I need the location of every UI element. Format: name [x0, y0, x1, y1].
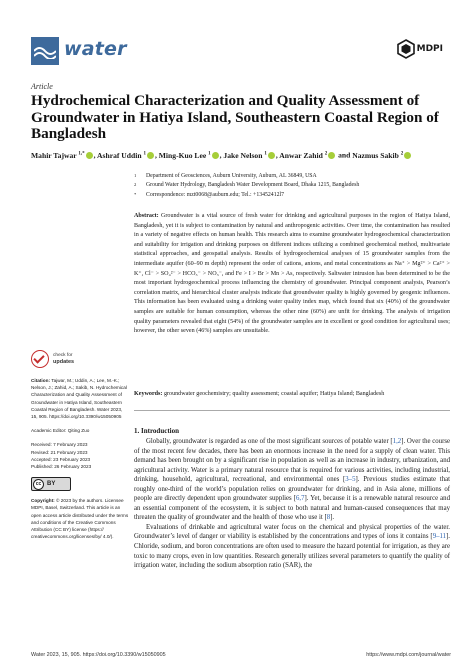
affiliations [134, 172, 450, 200]
section-heading: 1. Introduction [134, 427, 179, 435]
check-circle-icon [31, 350, 49, 368]
journal-header [31, 36, 443, 70]
article-sidebar [31, 350, 129, 547]
author-name[interactable]: Anwar Zahid $^2$ [279, 150, 328, 160]
orcid-icon[interactable] [147, 152, 154, 159]
keywords-label: Keywords: [134, 391, 163, 397]
author-name[interactable]: Ashraf Uddin $^1$ [97, 150, 146, 160]
reference-link[interactable]: 6,7 [295, 495, 305, 503]
paragraph [134, 437, 450, 523]
paragraph-text: Globally, groundwater is regarded as one of the most significant sources of potable water [ [146, 438, 393, 445]
divider [134, 410, 450, 411]
affiliation-mark: 1 [134, 173, 137, 178]
author-list: Mahir Tajwar $^{1,*}$ , Ashraf Uddin $^1$ , Ming-Kuo Lee $^1$ , Jake Nelson $^1$ , Anwar Zahid $^2$ and Nazmus Sakib $^2$ [31, 149, 451, 161]
paragraph-text: ]. Chloride, sodium, and boron concentrations are often used to measure the hazard potential for irrigation, as they are toxic to many crops, even in low quantities. Research generally utilizes several parameters to quantify the quality of irrigation water, including the sodium absorption ratio (SAR), the [134, 533, 450, 570]
reference-link[interactable]: 8 [326, 514, 331, 522]
copyright-label: Copyright: [31, 498, 55, 504]
article-title: Hydrochemical Characterization and Quality Assessment of Groundwater in Hatiya Island, Southeastern Coastal Region of Bangladesh [31, 92, 439, 143]
orcid-icon[interactable] [212, 152, 219, 159]
orcid-icon[interactable] [86, 152, 93, 159]
mdpi-hexagon-icon [397, 39, 415, 59]
affiliation-mark: * [134, 191, 137, 197]
correspondence-text[interactable]: Correspondence: mzt0068@auburn.edu; Tel.: +13452412l7 [146, 191, 285, 198]
article-type: Article [31, 82, 53, 91]
copyright-text: © 2023 by the authors. Licensee MDPI, Basel, Switzerland. This article is an open access article distributed under the terms and conditions of the Creative Commons Attribution (CC BY) license (https:// creativecommons.org/licenses/by/ 4.0/). [31, 498, 129, 540]
author-affiliation-mark: 1 [143, 151, 146, 156]
author-affiliation-mark: 1 [264, 151, 267, 156]
author-name[interactable]: Nazmus Sakib $^2$ [352, 150, 404, 160]
mdpi-logo[interactable] [397, 39, 443, 59]
by-icon: BY [47, 480, 56, 487]
orcid-icon[interactable] [404, 152, 411, 159]
citation-text[interactable]: Tajwar, M.; Uddin, A.; Lee, M.-K.; Nelson, J.; Zahid, A.; Sakib, N. Hydrochemical Characterization and Quality Assessment of Groundwater in Hatiya Island, Southeastern Coastal Region of Bangladesh. Water 2023, 15, 905. https://doi.org/10.3390/w15050905 [31, 378, 127, 420]
journal-name[interactable]: water [64, 38, 127, 60]
paragraph [134, 523, 450, 571]
author-name[interactable]: Jake Nelson $^1$ [223, 150, 267, 160]
affiliation-2 [134, 181, 450, 190]
creative-commons-icon: cc [33, 479, 44, 490]
reference-link[interactable]: 1,2 [392, 438, 402, 445]
keywords-text: groundwater geochemistry; quality assessment; coastal aquifer; Hatiya Island; Bangladesh [163, 391, 385, 397]
reference-link[interactable]: 3–5 [345, 476, 356, 484]
paragraph-text: ]. Over the course of the most recent few decades, there has been an enormous increase in the need for a supply of clean water. This demand has been brought on by a significant rise in population as well as an increase in industry, urbanization, and agricultural activity. Water is a primary natural resource that is required for various activities, including industrial, drinking, household, agricultural, recreational, and environmental ones [ [134, 438, 450, 484]
orcid-icon[interactable] [328, 152, 335, 159]
paragraph-text: ]. Yet, because it is a renewable natural resource and an essential component of the ecosystem, it is subject to both natural and human-caused consequences that may threaten the quality of groundwater and the health of those who use it [ [134, 495, 450, 522]
affiliation-text: Ground Water Hydrology, Bangladesh Water Development Board, Dhaka 1215, Bangladesh [146, 182, 360, 189]
citation-label: Citation: [31, 378, 51, 383]
author-name[interactable]: Ming-Kuo Lee $^1$ [158, 150, 211, 160]
correspondence [134, 191, 450, 200]
abstract-text: Groundwater is a vital source of fresh water for drinking and agricultural purposes in the region of Hatiya Island, Bangladesh, yet it is subject to contamination by natural and anthropogenic activities. Over time, the contamination has resulted in a variety of negative effects on human health. This research aims to examine groundwater hydrogeochemical characterization and suitability for irrigation and drinking purposes on different indices utilizing a combined geochemical method, multivariate statistical approaches, and geospatial analysis. Results of hydrogeochemical analyses of 15 groundwater samples from the intermediate aquifer (60–90 m depth) represent the order of cations, anions, and metal concentrations as Na⁺ > Mg²⁺ > Ca²⁺ > K⁺, Cl⁻ > SO₄²⁻ > HCO₃⁻ > NO₃⁻, and Fe > I > Br > Mn > As, respectively. Saltwater intrusion has been determined to be the most important hydrogeochemical process influencing the chemistry of groundwater. Principal component analysis, Pearson’s correlation matrix, and hierarchical cluster analysis indicate that groundwater quality is highly governed by geogenic influences. This information has been evaluated using a drinking water quality index map, which found that six (40%) of the groundwater samples are suitable for human consumption, whereas the other nine (60%) are unfit for drinking. The analysis of irrigation quality parameters revealed that eight (54%) of the groundwater samples are in excellent or good condition for agricultural uses; however, the other seven (46%) samples are unsuitable. [134, 213, 450, 335]
accepted-date: Accepted: 23 February 2023 [31, 456, 91, 462]
author-affiliation-mark: 1 [208, 151, 211, 156]
published-date: Published: 26 February 2023 [31, 464, 92, 470]
abstract [134, 212, 450, 337]
water-logo-icon [31, 37, 59, 65]
paragraph-text: ]. [330, 514, 335, 522]
affiliation-mark: 2 [134, 182, 137, 188]
check-updates-line1: check for [53, 352, 73, 358]
footer-citation[interactable]: Water 2023, 15, 905. https://doi.org/10.3390/w15050905 [31, 652, 166, 658]
received-date: Received: 7 February 2023 [31, 442, 88, 448]
introduction-body [134, 437, 450, 571]
revised-date: Revised: 21 February 2023 [31, 449, 88, 455]
affiliation-1 [134, 172, 450, 181]
author-affiliation-mark: 2 [400, 151, 404, 156]
check-updates-line2: updates [53, 359, 75, 365]
abstract-label: Abstract: [134, 213, 159, 219]
author-name[interactable]: Mahir Tajwar $^{1,*}$ [31, 150, 85, 160]
check-for-updates-button[interactable] [31, 350, 129, 368]
academic-editor: Academic Editor: Qiting Zuo [31, 428, 90, 434]
paragraph-text: ]. Previous studies estimate that roughly one-third of the world’s population relies on groundwater for drinking, and in Asia alone, millions of people are directly dependent upon groundwater supplies [ [134, 476, 450, 503]
publisher-name: MDPI [416, 44, 443, 54]
copyright [31, 497, 129, 540]
keywords [134, 390, 450, 400]
publication-dates [31, 441, 129, 470]
paragraph-text: Evaluations of drinkable and agricultural water focus on the chemical and physical properties of the water. Groundwater’s level of danger or viability is established by the concentrations and types of ions it contains [ [134, 523, 450, 541]
citation [31, 377, 129, 420]
affiliation-text: Department of Geosciences, Auburn University, Auburn, AL 36849, USA [146, 173, 317, 179]
cc-by-license-badge[interactable] [31, 477, 71, 491]
author-affiliation-mark: 2 [324, 151, 328, 156]
reference-link[interactable]: 9–11 [432, 533, 447, 541]
author-affiliation-mark: 1,* [78, 151, 85, 156]
orcid-icon[interactable] [268, 152, 275, 159]
footer-journal-link[interactable]: https://www.mdpi.com/journal/water [366, 652, 451, 658]
